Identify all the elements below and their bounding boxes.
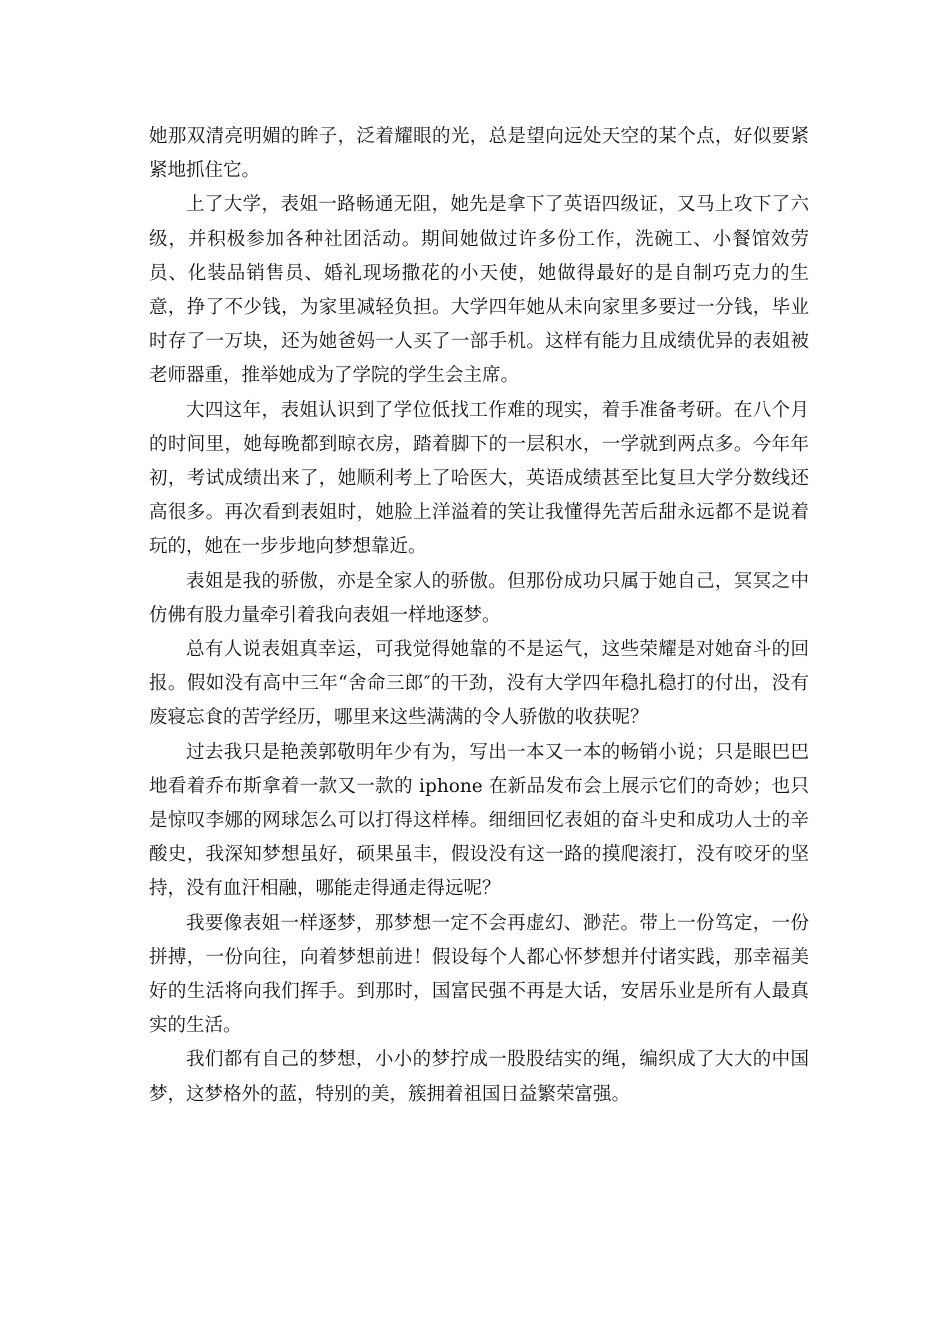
paragraph-4: 表姐是我的骄傲，亦是全家人的骄傲。但那份成功只属于她自己，冥冥之中仿佛有股力量牵引着我向表姐一样地逐梦。: [149, 570, 809, 626]
paragraph-3: 大四这年，表姐认识到了学位低找工作难的现实，着手准备考研。在八个月的时间里，她每晚都到晾衣房，踏着脚下的一层积水，一学就到两点多。今年年初，考试成绩出来了，她顺利考上了哈医大，英语成绩甚至比复旦大学分数线还高很多。再次看到表姐时，她脸上洋溢着的笑让我懂得先苦后甜永远都不是说着玩的，她在一步步地向梦想靠近。: [149, 399, 809, 558]
paragraph-6: 过去我只是艳羡郭敬明年少有为，写出一本又一本的畅销小说；只是眼巴巴地看着乔布斯拿着一款又一款的 iphone 在新品发布会上展示它们的奇妙；也只是惊叹李娜的网球怎么可以打得这样棒。细细回忆表姐的奋斗史和成功人士的辛酸史，我深知梦想虽好，硕果虽丰，假设没有这一路的摸爬滚打，没有咬牙的坚持，没有血汗相融，哪能走得通走得远呢？: [149, 741, 809, 900]
paragraph-8: 我们都有自己的梦想，小小的梦拧成一股股结实的绳，编织成了大大的中国梦，这梦格外的蓝，特别的美，簇拥着祖国日益繁荣富强。: [149, 1049, 809, 1105]
document-body: [149, 120, 809, 1112]
paragraph-5: 总有人说表姐真幸运，可我觉得她靠的不是运气，这些荣耀是对她奋斗的回报。假如没有高中三年“舍命三郎″的干劲，没有大学四年稳扎稳打的付出，没有废寝忘食的苦学经历，哪里来这些满满的令人骄傲的收获呢？: [149, 639, 809, 729]
paragraph-1: 她那双清亮明媚的眸子，泛着耀眼的光，总是望向远处天空的某个点，好似要紧紧地抓住它。: [149, 126, 809, 182]
paragraph-2: 上了大学，表姐一路畅通无阻，她先是拿下了英语四级证，又马上攻下了六级，并积极参加各种社团活动。期间她做过许多份工作，洗碗工、小餐馆效劳员、化装品销售员、婚礼现场撒花的小天使，她做得最好的是自制巧克力的生意，挣了不少钱，为家里减轻负担。大学四年她从未向家里多要过一分钱，毕业时存了一万块，还为她爸妈一人买了一部手机。这样有能力且成绩优异的表姐被老师器重，推举她成为了学院的学生会主席。: [149, 194, 809, 387]
paragraph-7: 我要像表姐一样逐梦，那梦想一定不会再虚幻、渺茫。带上一份笃定，一份拼搏，一份向往，向着梦想前进！假设每个人都心怀梦想并付诸实践，那幸福美好的生活将向我们挥手。到那时，国富民强不再是大话，安居乐业是所有人最真实的生活。: [149, 912, 809, 1037]
